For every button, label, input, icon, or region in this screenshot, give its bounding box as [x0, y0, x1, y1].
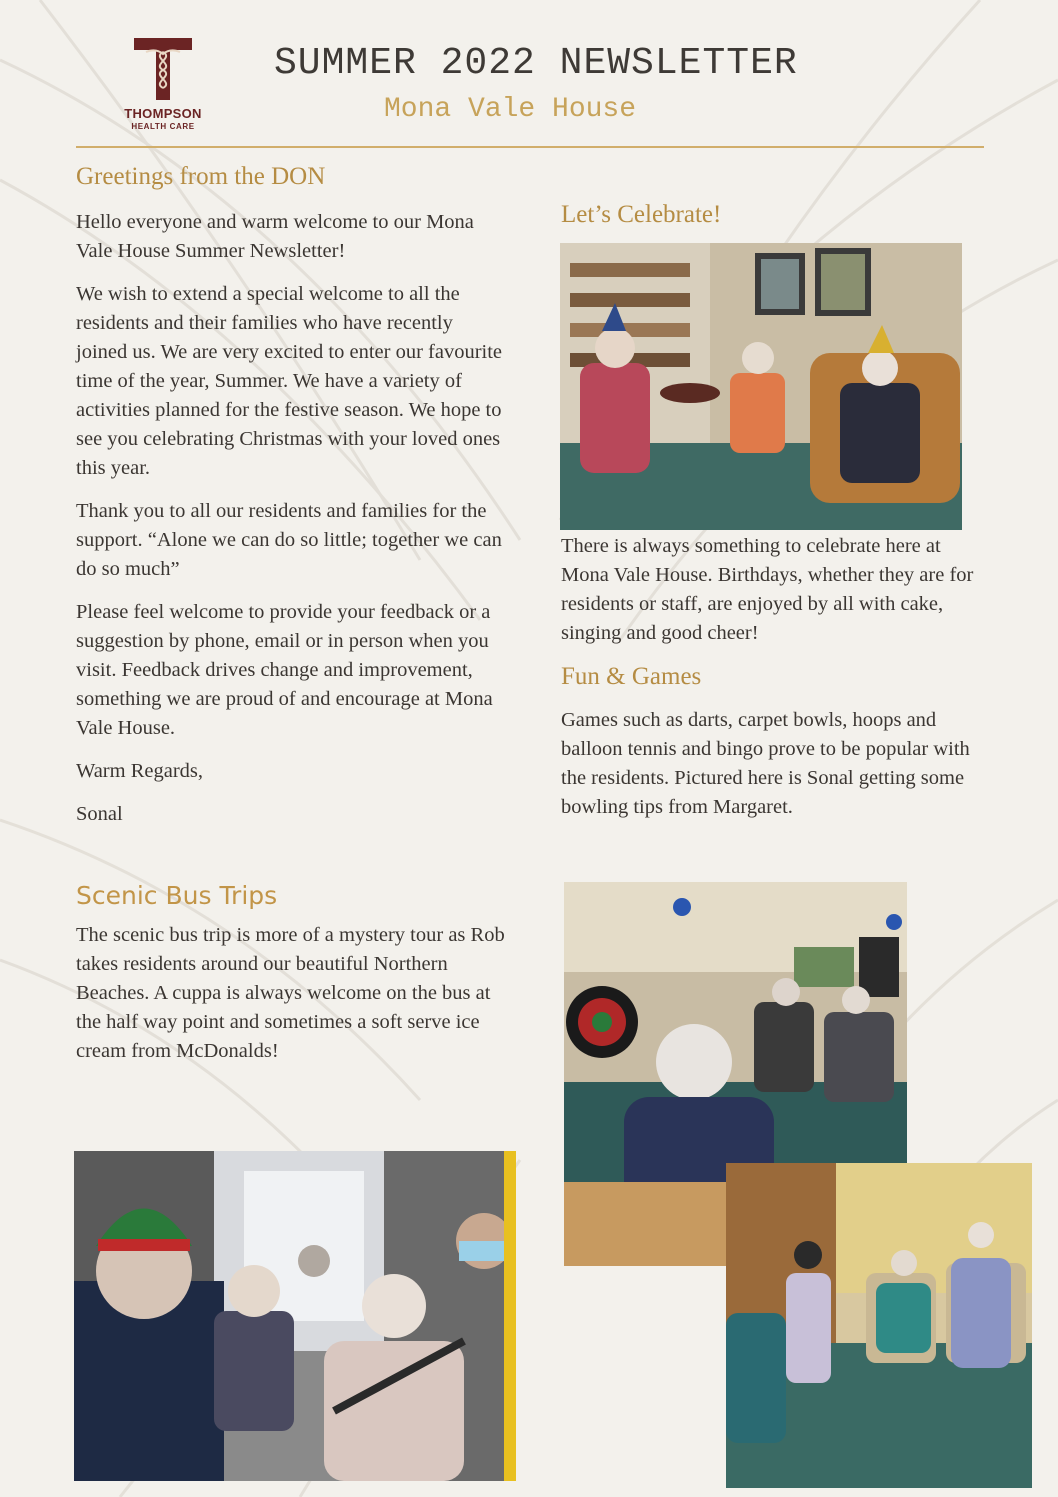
bus-paragraph: The scenic bus trip is more of a mystery tour as Rob takes residents around our beautiful Northern Beaches. A cuppa is always welcome on the bus at the half way point and sometimes a soft serve ice cream from McDonalds!: [76, 924, 505, 1062]
bus-heading: Scenic Bus Trips: [76, 881, 278, 910]
don-signature: Sonal: [76, 803, 123, 825]
games-paragraph: Games such as darts, carpet bowls, hoops and balloon tennis and bingo prove to be popular with the residents. Pictured here is Sonal getting some bowling tips from Margaret.: [561, 709, 970, 818]
don-paragraph: Please feel welcome to provide your feedback or a suggestion by phone, email or in person when you visit. Feedback drives change and improvement, something we are proud of and encourage at Mona Vale House.: [76, 601, 493, 739]
bus-trip-photo: [74, 1151, 516, 1481]
logo-name-text: THOMPSON: [124, 106, 202, 121]
celebrate-heading: Let’s Celebrate!: [561, 201, 722, 228]
logo-tagline-text: HEALTH CARE: [131, 122, 195, 131]
don-paragraph: Thank you to all our residents and families for the support. “Alone we can do so little; together we can do so much”: [76, 500, 502, 580]
header-divider: [76, 146, 984, 148]
don-paragraph: We wish to extend a special welcome to all the residents and their families who have recently joined us. We are very excited to enter our favourite time of the year, Summer. We have a variety of activities planned for the festive season. We hope to see you celebrating Christmas with your loved ones this year.: [76, 283, 503, 479]
games-photo-bowling: [726, 1163, 1032, 1488]
games-heading: Fun & Games: [561, 663, 702, 690]
celebrate-paragraph: There is always something to celebrate here at Mona Vale House. Birthdays, whether they are for residents or staff, are enjoyed by all with cake, singing and good cheer!: [561, 535, 974, 644]
don-heading: Greetings from the DON: [76, 163, 326, 190]
don-signoff: Warm Regards,: [76, 760, 204, 782]
caduceus-t-logo-icon: [134, 38, 192, 100]
newsletter-subtitle: Mona Vale House: [384, 94, 637, 125]
celebration-photo: [560, 243, 962, 530]
left-column: [76, 160, 506, 1066]
newsletter-title: SUMMER 2022 NEWSLETTER: [274, 42, 798, 85]
thompson-health-care-logo: [112, 38, 214, 134]
don-paragraph: Hello everyone and warm welcome to our Mona Vale House Summer Newsletter!: [76, 211, 474, 262]
